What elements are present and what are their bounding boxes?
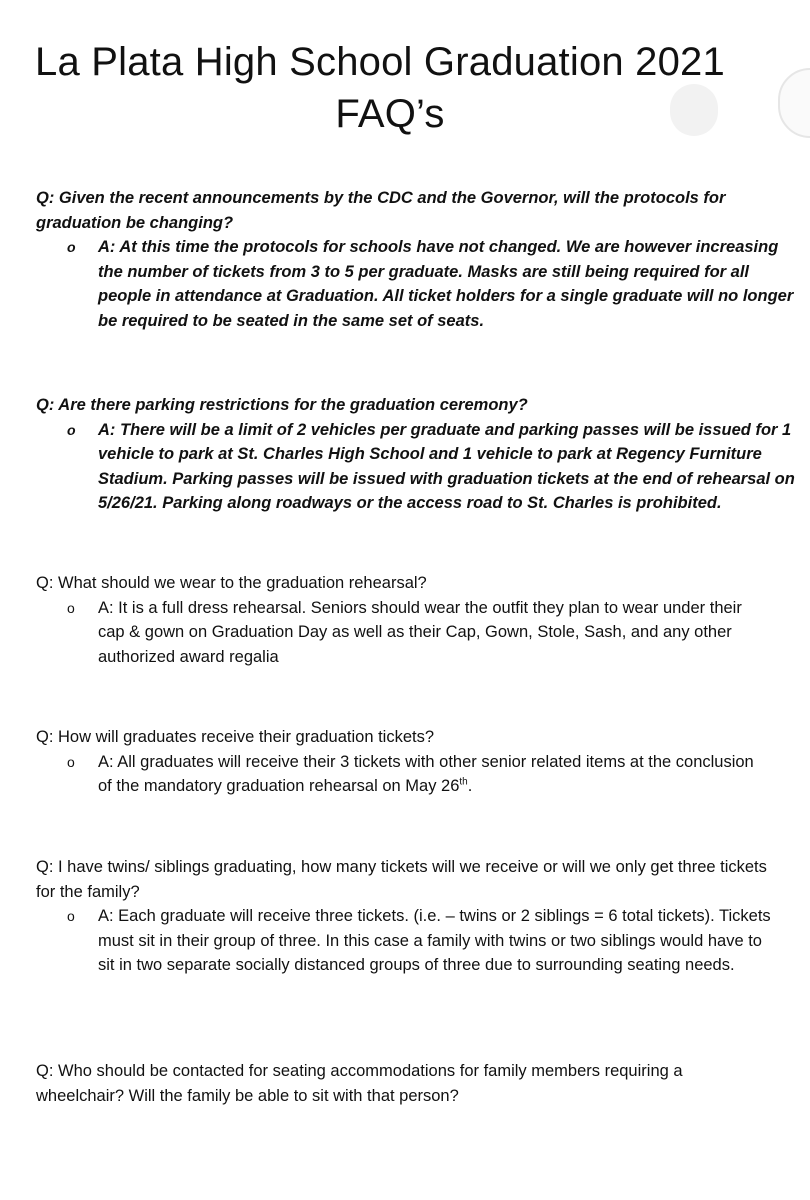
faq-answer: [36, 235, 796, 333]
bullet-icon: o: [67, 599, 75, 616]
faq-question: Q: Given the recent announcements by the CDC and the Governor, will the protocols for graduation be changing?: [36, 189, 726, 232]
faq-answer-text: A: There will be a limit of 2 vehicles per graduate and parking passes will be issued for 1 vehicle to park at St. Charles High School and 1 vehicle to park at Regency Furniture Stadium. Parking passes will be issued with graduation tickets at the end of rehearsal on 5/26/21. Parking along roadways or the access road to St. Charles is prohibited.: [98, 420, 795, 512]
document-title: La Plata High School Graduation 2021: [35, 40, 725, 84]
document-subtitle: FAQ’s: [335, 92, 445, 136]
faq-answer-text: A: Each graduate will receive three tickets. (i.e. – twins or 2 siblings = 6 total tickets). Tickets must sit in their group of three. In this case a family with twins or two siblings would have to sit in two separate socially distanced groups of three due to surrounding seating needs.: [98, 907, 771, 974]
faq-item: [36, 1059, 796, 1108]
faq-question: Q: Who should be contacted for seating accommodations for family members requiring a wheelchair? Will the family be able to sit with that person?: [36, 1062, 683, 1105]
faq-answer: [36, 904, 778, 978]
faq-answer-text: A: It is a full dress rehearsal. Seniors should wear the outfit they plan to wear under their cap & gown on Graduation Day as well as their Cap, Gown, Stole, Sash, and any other authorized award regalia: [98, 598, 742, 666]
bullet-icon: o: [67, 908, 75, 924]
faq-item: [36, 725, 796, 799]
faq-item: [36, 186, 796, 333]
faq-question: Q: How will graduates receive their graduation tickets?: [36, 728, 435, 746]
faq-answer-text: A: All graduates will receive their 3 tickets with other senior related items at the conclusion of the mandatory graduation rehearsal on May 26: [98, 752, 754, 795]
faq-answer: [36, 418, 798, 516]
faq-item: [36, 393, 796, 516]
faq-question: Q: What should we wear to the graduation rehearsal?: [36, 574, 427, 592]
faq-question: Q: I have twins/ siblings graduating, how many tickets will we receive or will we only get three tickets for the family?: [36, 858, 767, 901]
bullet-icon: o: [67, 421, 76, 438]
faq-item: [36, 855, 796, 978]
bullet-icon: o: [67, 753, 75, 770]
bullet-icon: o: [67, 239, 76, 255]
faq-answer-text: A: At this time the protocols for schools have not changed. We are however increasing the number of tickets from 3 to 5 per graduate. Masks are still being required for all people in attendance at Graduation. All ticket holders for a single graduate will no longer be required to be seated in the same set of seats.: [98, 238, 794, 330]
faq-item: [36, 571, 796, 669]
faq-answer: [36, 596, 768, 670]
scroll-indicator-icon: [670, 84, 718, 136]
page-edge-shadow: [778, 68, 810, 138]
faq-answer: [36, 750, 758, 799]
faq-answer-end: .: [467, 777, 473, 795]
ordinal-suffix: th: [459, 776, 468, 788]
faq-question: Q: Are there parking restrictions for the graduation ceremony?: [36, 396, 528, 414]
